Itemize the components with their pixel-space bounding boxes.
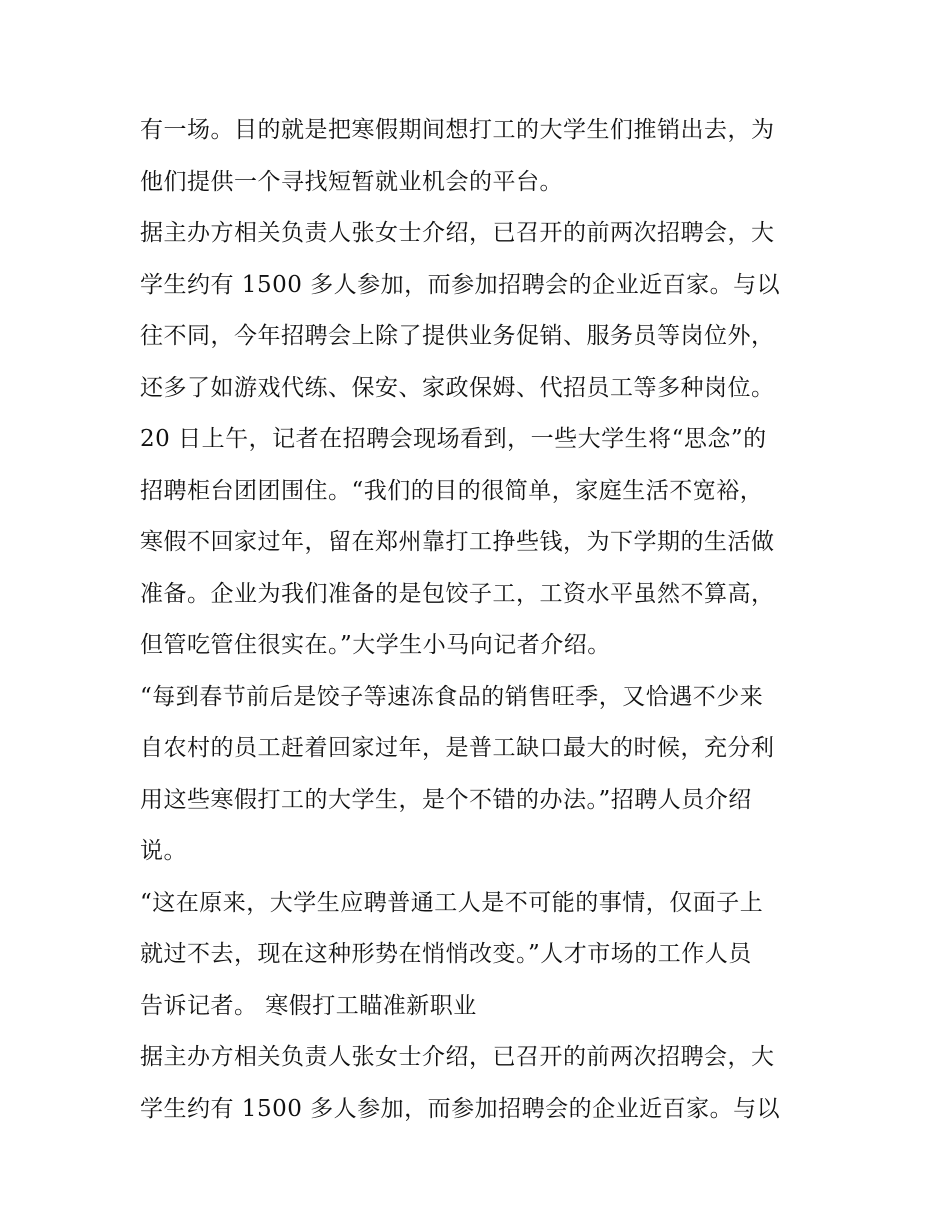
text-line: 还多了如游戏代练、保安、家政保姆、代招员工等多种岗位。 bbox=[140, 374, 775, 401]
text-line: 告诉记者。 寒假打工瞄准新职业 bbox=[140, 992, 477, 1019]
text-line: “这在原来，大学生应聘普通工人是不可能的事情，仅面子上 bbox=[140, 889, 764, 916]
text-line: 但管吃管住很实在。”大学生小马向记者介绍。 bbox=[140, 632, 611, 658]
text-line: 往不同，今年招聘会上除了提供业务促销、服务员等岗位外， bbox=[140, 323, 775, 349]
text-line: 就过不去，现在这种形势在悄悄改变。”人才市场的工作人员 bbox=[140, 941, 752, 967]
document-body bbox=[140, 105, 840, 1135]
text-line: 说。 bbox=[140, 838, 187, 864]
text-line: 准备。企业为我们准备的是包饺子工，工资水平虽然不算高， bbox=[140, 580, 775, 607]
text-line: 据主办方相关负责人张女士介绍，已召开的前两次招聘会，大 bbox=[140, 220, 775, 246]
text-line: “每到春节前后是饺子等速冻食品的销售旺季，又恰遇不少来 bbox=[140, 683, 764, 710]
text-line: 学生约有 1500 多人参加，而参加招聘会的企业近百家。与以 bbox=[140, 271, 781, 298]
text-line: 据主办方相关负责人张女士介绍，已召开的前两次招聘会，大 bbox=[140, 1044, 775, 1070]
text-line: 招聘柜台团团围住。“我们的目的很简单，家庭生活不宽裕， bbox=[140, 477, 764, 504]
text-line: 自农村的员工赶着回家过年，是普工缺口最大的时候，充分利 bbox=[140, 735, 775, 761]
text-line: 学生约有 1500 多人参加，而参加招聘会的企业近百家。与以 bbox=[140, 1095, 781, 1122]
text-line: 用这些寒假打工的大学生，是个不错的办法。”招聘人员介绍 bbox=[140, 786, 752, 813]
text-line: 20 日上午，记者在招聘会现场看到，一些大学生将“思念”的 bbox=[140, 426, 767, 452]
text-line: 他们提供一个寻找短暂就业机会的平台。 bbox=[140, 168, 563, 195]
text-line: 有一场。目的就是把寒假期间想打工的大学生们推销出去，为 bbox=[140, 117, 775, 143]
text-line: 寒假不回家过年，留在郑州靠打工挣些钱，为下学期的生活做 bbox=[140, 529, 775, 555]
